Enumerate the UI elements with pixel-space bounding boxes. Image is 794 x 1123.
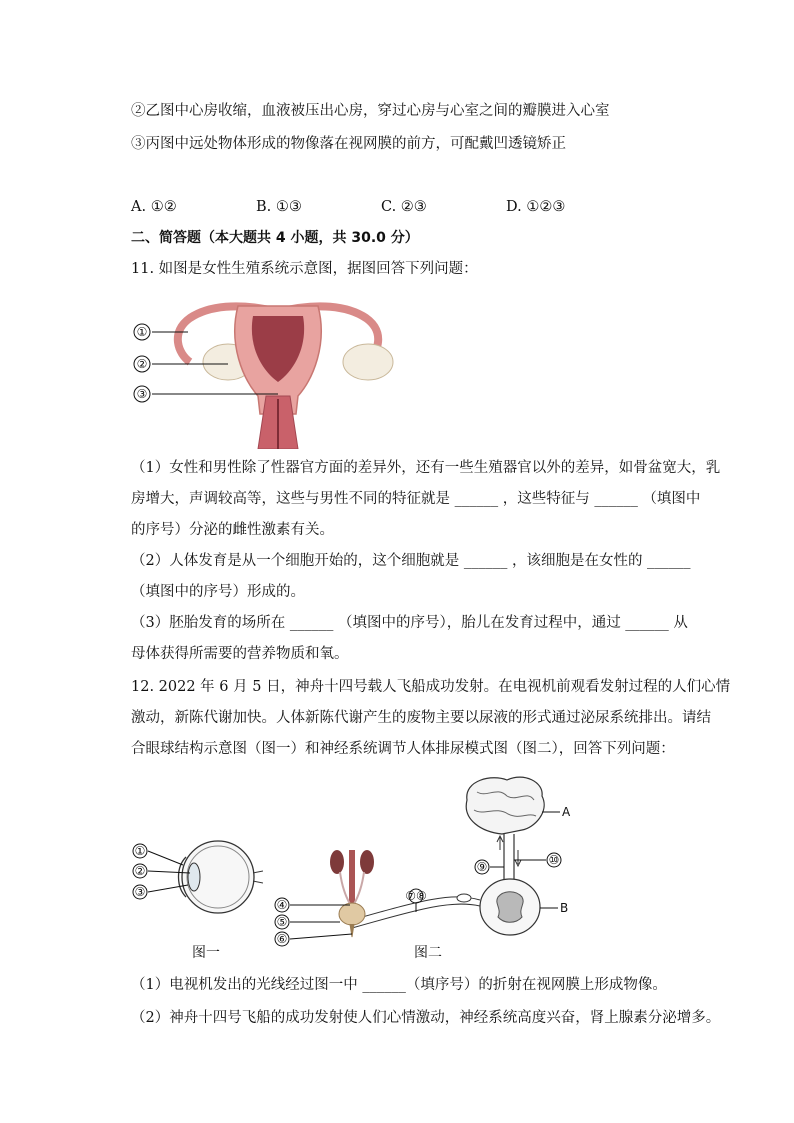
q12-stem-line2: 激动，新陈代谢加快。人体新陈代谢产生的废物主要以尿液的形式通过泌尿系统排出。请结 bbox=[131, 710, 711, 726]
label-3: ③ bbox=[136, 387, 148, 401]
label-9: ⑨ bbox=[476, 860, 488, 874]
gray-matter bbox=[497, 892, 523, 923]
q11-part1-line2: 房增大，声调较高等，这些与男性不同的特征就是 ______ ，这些特征与 ______ （填图中 bbox=[131, 491, 701, 507]
right-kidney bbox=[360, 850, 374, 874]
eyeball-diagram bbox=[128, 835, 263, 920]
q11-part3-line1: （3）胚胎发育的场所在 ______ （填图中的序号），胎儿在发育过程中，通过 ______ 从 bbox=[131, 615, 688, 631]
answer-options bbox=[131, 197, 565, 217]
label-5: ⑤ bbox=[276, 915, 288, 929]
fig1-label-2: ② bbox=[134, 864, 146, 878]
label-2: ② bbox=[136, 357, 148, 371]
brain bbox=[466, 777, 544, 834]
option-statement-2: ②乙图中心房收缩，血液被压出心房，穿过心房与心室之间的瓣膜进入心室 bbox=[131, 103, 610, 119]
q11-part3-line2: 母体获得所需要的营养物质和氧。 bbox=[131, 646, 349, 662]
fig1-label-3: ③ bbox=[134, 885, 146, 899]
bladder bbox=[339, 903, 365, 925]
q11-part2-line1: （2）人体发育是从一个细胞开始的，这个细胞就是 ______ ，该细胞是在女性的 ______ bbox=[131, 553, 691, 569]
q11-part2-line2: （填图中的序号）形成的。 bbox=[131, 584, 305, 600]
option-d[interactable]: D. ①②③ bbox=[506, 199, 566, 215]
option-statement-3: ③丙图中远处物体形成的物像落在视网膜的前方，可配戴凹透镜矫正 bbox=[131, 136, 566, 152]
q12-stem-line3: 合眼球结构示意图（图一）和神经系统调节人体排尿模式图（图二），回答下列问题： bbox=[131, 741, 675, 757]
section-title: 二、简答题（本大题共 4 小题，共 30.0 分） bbox=[131, 230, 419, 246]
lens bbox=[188, 863, 200, 891]
label-b: B bbox=[560, 901, 569, 915]
female-reproductive-diagram bbox=[128, 284, 428, 449]
q12-part1: （1）电视机发出的光线经过图一中 ______（填序号）的折射在视网膜上形成物像。 bbox=[131, 977, 667, 993]
q12-stem-line1: 12. 2022 年 6 月 5 日，神舟十四号载人飞船成功发射。在电视机前观看发射过程的人们心情 bbox=[131, 679, 731, 695]
option-a[interactable]: A. ①② bbox=[131, 199, 177, 215]
fig1-caption: 图一 bbox=[192, 945, 220, 961]
fig2-caption: 图二 bbox=[414, 945, 442, 961]
q11-part1-line3: 的序号）分泌的雌性激素有关。 bbox=[131, 522, 334, 538]
left-kidney bbox=[330, 850, 344, 874]
right-ovary bbox=[343, 344, 393, 380]
option-b[interactable]: B. ①③ bbox=[256, 199, 302, 215]
label-7-8: ⑦⑧ bbox=[405, 889, 427, 903]
fig1-label-1: ① bbox=[134, 844, 146, 858]
label-4: ④ bbox=[276, 898, 288, 912]
q11-stem: 11. 如图是女性生殖系统示意图，据图回答下列问题： bbox=[131, 261, 478, 277]
label-1: ① bbox=[136, 325, 148, 339]
q12-part2: （2）神舟十四号飞船的成功发射使人们心情激动，神经系统高度兴奋，肾上腺素分泌增多。 bbox=[131, 1010, 721, 1026]
label-a: A bbox=[562, 805, 571, 819]
label-10: ⑩ bbox=[548, 853, 560, 867]
q11-part1-line1: （1）女性和男性除了性器官方面的差异外，还有一些生殖器官以外的差异，如骨盆宽大，乳 bbox=[131, 460, 721, 476]
urination-reflex-diagram bbox=[272, 772, 592, 950]
option-c[interactable]: C. ②③ bbox=[381, 199, 427, 215]
label-6: ⑥ bbox=[276, 932, 288, 946]
